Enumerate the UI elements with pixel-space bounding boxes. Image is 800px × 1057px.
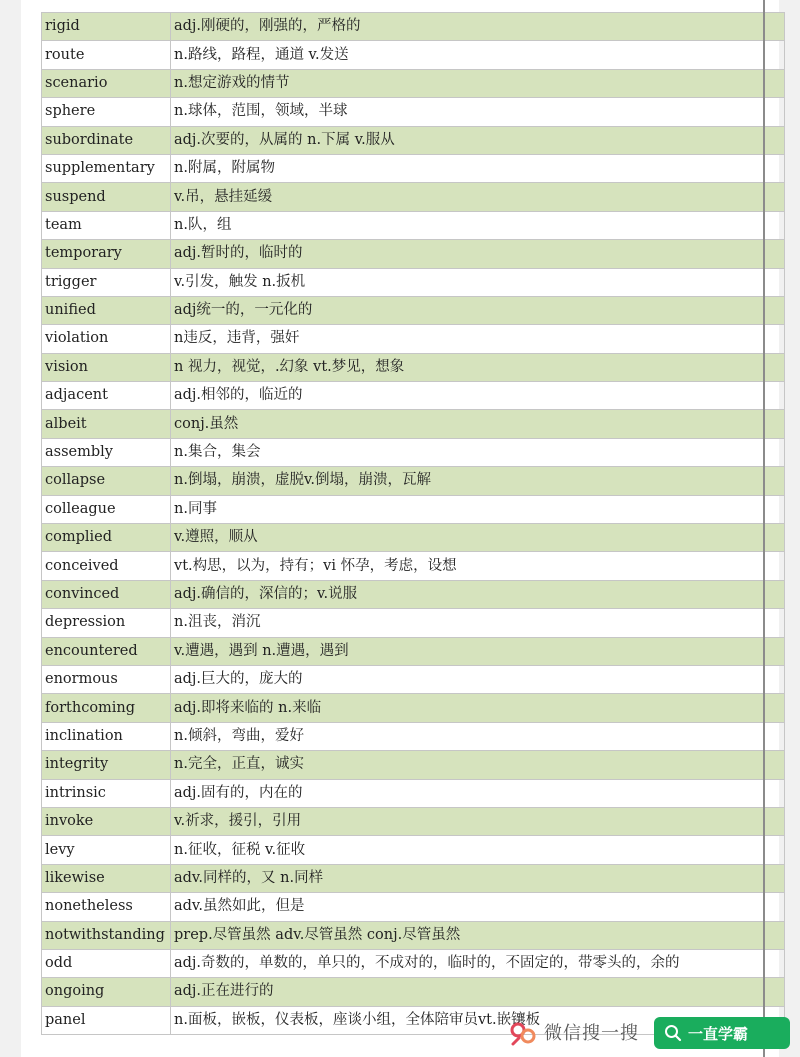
table-row (42, 467, 785, 495)
table-row (42, 864, 785, 892)
vocab-table-body (42, 13, 785, 1035)
word-cell: unified (42, 296, 171, 324)
meaning-cell: adj.相邻的，临近的 (171, 382, 785, 410)
vocab-table-wrapper (41, 12, 785, 1035)
table-row (42, 183, 785, 211)
word-cell: colleague (42, 495, 171, 523)
word-cell: intrinsic (42, 779, 171, 807)
word-cell: suspend (42, 183, 171, 211)
word-cell: vision (42, 353, 171, 381)
table-row (42, 524, 785, 552)
search-button[interactable] (654, 1017, 790, 1049)
word-cell: levy (42, 836, 171, 864)
table-row (42, 779, 785, 807)
table-row (42, 296, 785, 324)
table-row (42, 438, 785, 466)
word-cell: rigid (42, 13, 171, 41)
meaning-cell: n.倒塌，崩溃，虚脱v.倒塌，崩溃，瓦解 (171, 467, 785, 495)
word-cell: subordinate (42, 126, 171, 154)
word-cell: notwithstanding (42, 921, 171, 949)
table-row (42, 978, 785, 1006)
table-row (42, 807, 785, 835)
word-cell: invoke (42, 807, 171, 835)
table-row (42, 921, 785, 949)
meaning-cell: adj.正在进行的 (171, 978, 785, 1006)
meaning-cell: n违反，违背，强奸 (171, 325, 785, 353)
word-cell: integrity (42, 751, 171, 779)
document-page (21, 0, 779, 1057)
table-row (42, 268, 785, 296)
vocab-table (41, 12, 785, 1035)
table-row (42, 580, 785, 608)
meaning-cell: v.祈求，援引，引用 (171, 807, 785, 835)
word-cell: temporary (42, 240, 171, 268)
meaning-cell: n.附属，附属物 (171, 154, 785, 182)
meaning-cell: n.路线，路程，通道 v.发送 (171, 41, 785, 69)
table-row (42, 949, 785, 977)
table-row (42, 353, 785, 381)
word-cell: nonetheless (42, 893, 171, 921)
table-row (42, 41, 785, 69)
table-row (42, 382, 785, 410)
meaning-cell: v.吊，悬挂延缓 (171, 183, 785, 211)
word-cell: adjacent (42, 382, 171, 410)
word-cell: likewise (42, 864, 171, 892)
word-cell: supplementary (42, 154, 171, 182)
table-row (42, 495, 785, 523)
meaning-cell: n 视力，视觉，.幻象 vt.梦见，想象 (171, 353, 785, 381)
meaning-cell: adj统一的，一元化的 (171, 296, 785, 324)
word-cell: assembly (42, 438, 171, 466)
wechat-search-text: 微信搜一搜 (544, 1023, 639, 1044)
meaning-cell: adj.刚硬的，刚强的，严格的 (171, 13, 785, 41)
meaning-cell: n.队，组 (171, 211, 785, 239)
word-cell: forthcoming (42, 694, 171, 722)
word-cell: complied (42, 524, 171, 552)
table-row (42, 13, 785, 41)
word-cell: convinced (42, 580, 171, 608)
meaning-cell: adv.虽然如此，但是 (171, 893, 785, 921)
table-row (42, 836, 785, 864)
meaning-cell: adv.同样的，又 n.同样 (171, 864, 785, 892)
word-cell: albeit (42, 410, 171, 438)
wechat-search-logo-icon (508, 1020, 538, 1048)
meaning-cell: v.引发，触发 n.扳机 (171, 268, 785, 296)
table-row (42, 893, 785, 921)
word-cell: enormous (42, 665, 171, 693)
meaning-cell: n.集合，集会 (171, 438, 785, 466)
table-row (42, 69, 785, 97)
table-row (42, 98, 785, 126)
meaning-cell: n.同事 (171, 495, 785, 523)
meaning-cell: vt.构思，以为，持有；vi 怀孕，考虑，设想 (171, 552, 785, 580)
meaning-cell: adj.巨大的，庞大的 (171, 665, 785, 693)
table-row (42, 410, 785, 438)
meaning-cell: conj.虽然 (171, 410, 785, 438)
word-cell: team (42, 211, 171, 239)
meaning-cell: adj.即将来临的 n.来临 (171, 694, 785, 722)
meaning-cell: adj.次要的，从属的 n.下属 v.服从 (171, 126, 785, 154)
meaning-cell: n.想定游戏的情节 (171, 69, 785, 97)
meaning-cell: v.遵照，顺从 (171, 524, 785, 552)
word-cell: odd (42, 949, 171, 977)
word-cell: conceived (42, 552, 171, 580)
word-cell: collapse (42, 467, 171, 495)
word-cell: encountered (42, 637, 171, 665)
table-row (42, 751, 785, 779)
word-cell: inclination (42, 722, 171, 750)
word-cell: violation (42, 325, 171, 353)
word-cell: panel (42, 1006, 171, 1034)
meaning-cell: adj.确信的，深信的；v.说服 (171, 580, 785, 608)
meaning-cell: n.球体，范围，领域，半球 (171, 98, 785, 126)
word-cell: depression (42, 609, 171, 637)
word-cell: trigger (42, 268, 171, 296)
table-row (42, 665, 785, 693)
word-cell: scenario (42, 69, 171, 97)
meaning-cell: adj.固有的，内在的 (171, 779, 785, 807)
table-row (42, 154, 785, 182)
search-icon (664, 1024, 682, 1042)
table-row (42, 637, 785, 665)
table-row (42, 694, 785, 722)
word-cell: ongoing (42, 978, 171, 1006)
meaning-cell: n.完全，正直，诚实 (171, 751, 785, 779)
scroll-edge-divider (763, 0, 765, 1057)
table-row (42, 552, 785, 580)
table-row (42, 722, 785, 750)
meaning-cell: adj.奇数的，单数的，单只的，不成对的，临时的，不固定的，带零头的，余的 (171, 949, 785, 977)
meaning-cell: n.征收，征税 v.征收 (171, 836, 785, 864)
table-row (42, 609, 785, 637)
word-cell: route (42, 41, 171, 69)
meaning-cell: adj.暂时的，临时的 (171, 240, 785, 268)
table-row (42, 126, 785, 154)
word-cell: sphere (42, 98, 171, 126)
table-row (42, 325, 785, 353)
meaning-cell: n.面板，嵌板，仪表板，座谈小组，全体陪审员vt.嵌镶板 (171, 1006, 785, 1034)
meaning-cell: prep.尽管虽然 adv.尽管虽然 conj.尽管虽然 (171, 921, 785, 949)
meaning-cell: n.倾斜，弯曲，爱好 (171, 722, 785, 750)
search-button-label: 一直学霸 (688, 1024, 749, 1043)
meaning-cell: n.沮丧，消沉 (171, 609, 785, 637)
meaning-cell: v.遭遇，遇到 n.遭遇，遇到 (171, 637, 785, 665)
table-row (42, 240, 785, 268)
table-row (42, 211, 785, 239)
